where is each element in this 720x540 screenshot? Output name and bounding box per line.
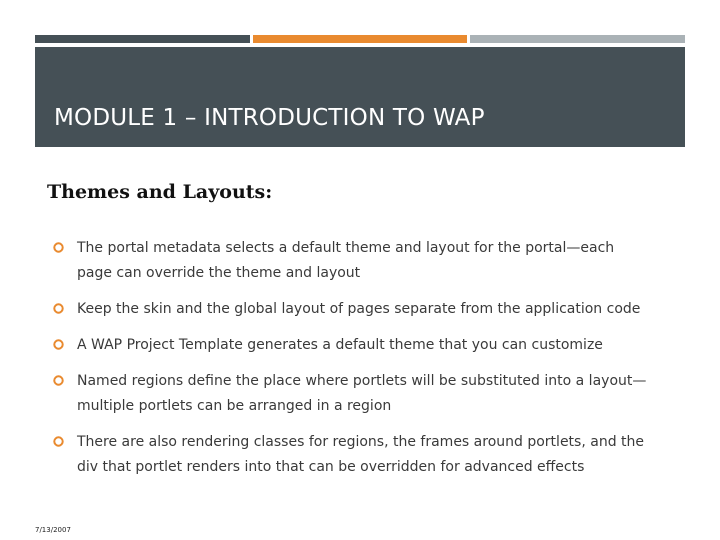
bullet-text: Named regions define the place where portlets will be substituted into a layout—multiple portlets can be arranged in a region [77,373,647,414]
list-item [53,333,653,358]
ring-bullet-icon [53,242,64,253]
ring-bullet-icon [53,339,64,350]
bullet-text: The portal metadata selects a default theme and layout for the portal—each page can override the theme and layout [77,240,615,281]
title-band [35,47,685,147]
footer-date: 7/13/2007 [35,526,71,534]
list-item [53,236,653,286]
list-item [53,297,653,322]
bullet-text: There are also rendering classes for regions, the frames around portlets, and the div that portlet renders into that can be overridden for advanced effects [77,434,644,475]
accent-bar-dark [35,35,250,43]
accent-bar-gray [470,35,685,43]
bullet-text: A WAP Project Template generates a default theme that you can customize [77,337,603,353]
accent-bar-orange [253,35,467,43]
ring-bullet-icon [53,436,64,447]
section-heading: Themes and Layouts: [47,181,273,203]
ring-bullet-icon [53,375,64,386]
bullet-text: Keep the skin and the global layout of pages separate from the application code [77,301,641,317]
bullet-list [53,236,653,491]
list-item [53,369,653,419]
slide-title: MODULE 1 – INTRODUCTION TO WAP [54,105,485,131]
list-item [53,430,653,480]
ring-bullet-icon [53,303,64,314]
